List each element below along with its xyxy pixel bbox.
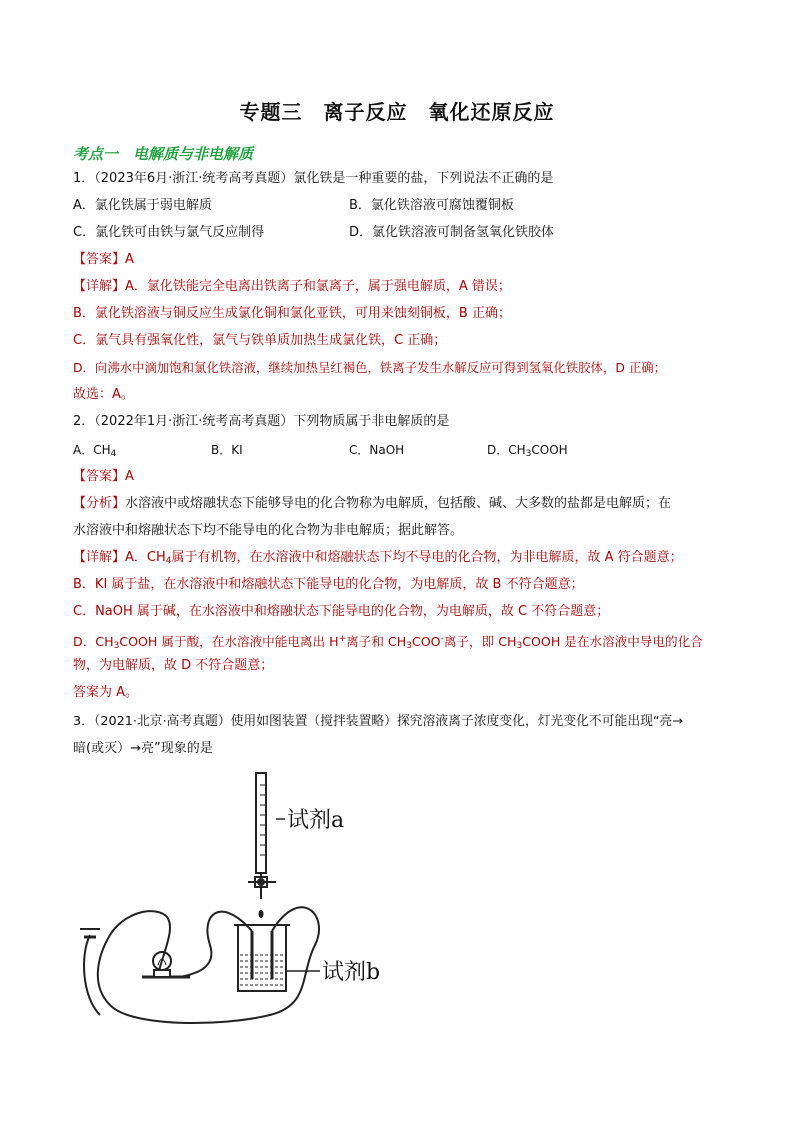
page-title: 专题三 离子反应 氧化还原反应 — [239, 100, 555, 124]
q2-option-c: C．NaOH — [349, 443, 405, 457]
q3-stem-2: 暗(或灭）→亮”现象的是 — [73, 741, 213, 756]
q2-answer: 【答案】A — [73, 469, 134, 484]
q2-detail-4: D．$CH_3COOH$ 属于酸，在水溶液中能电离出 H+离子和 $CH_3COO^-$离子，即 $CH_3COOH$ 是在水溶液中导电的化合 — [73, 634, 703, 651]
label-reagent-a: 试剂a — [287, 808, 345, 833]
solution — [240, 955, 284, 985]
q3-stem-1: 3．（2021·北京·高考真题）使用如图装置（搅拌装置略）探究溶液离子浓度变化，灯光变化不可能出现“亮→ — [73, 714, 684, 729]
detail-text: A．氯化铁能完全电离出铁离子和氯离子，属于强电解质，A 错误； — [125, 279, 511, 294]
q2-conclusion: 答案为 A。 — [73, 685, 139, 700]
detail-tag: 【详解】 — [73, 279, 126, 294]
label-reagent-b: 试剂b — [322, 960, 381, 985]
q2-option-b: B．KI — [211, 443, 243, 457]
q1-option-a: A．氯化铁属于弱电解质 — [73, 198, 212, 213]
q2-analysis-1 — [73, 494, 671, 514]
q1-stem: 1．（2023年6月·浙江·统考高考真题）氯化铁是一种重要的盐，下列说法不正确的是 — [73, 171, 554, 186]
q2-detail-5: 物，为电解质，故 D 不符合题意； — [73, 658, 274, 673]
q1-detail-1 — [73, 277, 511, 297]
q1-option-c: C．氯化铁可由铁与氯气反应制得 — [73, 225, 265, 240]
section-heading: 考点一 电解质与非电解质 — [73, 145, 254, 163]
drop — [259, 910, 264, 918]
q2-stem: 2．（2022年1月·浙江·统考高考真题）下列物质属于非电解质的是 — [73, 414, 450, 429]
burette — [256, 773, 266, 873]
q1-option-d: D．氯化铁溶液可制备氢氧化铁胶体 — [349, 225, 555, 240]
analysis-tag: 【分析】 — [73, 496, 126, 511]
q1-detail-4: D．向沸水中滴加饱和氯化铁溶液，继续加热呈红褐色，铁离子发生水解反应可得到氢氧化铁胶体，D 正确； — [73, 360, 666, 375]
q2-option-a: A．$CH_4$ — [73, 443, 117, 459]
q1-option-b: B．氯化铁溶液可腐蚀覆铜板 — [349, 198, 514, 213]
q2-detail-1: 【详解】A．$CH_4$属于有机物，在水溶液中和熔融状态下均不导电的化合物，为非电解质，故 A 符合题意； — [73, 550, 683, 566]
q2-detail-3: C．NaOH 属于碱，在水溶液中和熔融状态下能导电的化合物，为电解质，故 C 不符合题意； — [73, 604, 610, 619]
apparatus-diagram — [70, 765, 430, 1035]
q1-detail-3: C．氯气具有强氧化性，氯气与铁单质加热生成氯化铁，C 正确； — [73, 333, 447, 348]
beaker — [238, 925, 286, 991]
q1-answer: 【答案】A — [73, 252, 134, 267]
q1-detail-2: B．氯化铁溶液与铜反应生成氯化铜和氯化亚铁，可用来蚀刻铜板，B 正确； — [73, 306, 511, 321]
q2-detail-2: B．KI 属于盐，在水溶液中和熔融状态下能导电的化合物，为电解质，故 B 不符合题意； — [73, 577, 584, 592]
analysis-text: 水溶液中或熔融状态下能够导电的化合物称为电解质，包括酸、碱、大多数的盐都是电解质；在 — [125, 496, 672, 511]
q2-option-d: D．$CH_3COOH$ — [487, 443, 568, 459]
q1-conclusion: 故选：A。 — [73, 387, 134, 402]
q2-analysis-2: 水溶液中和熔融状态下均不能导电的化合物为非电解质；据此解答。 — [73, 523, 464, 538]
